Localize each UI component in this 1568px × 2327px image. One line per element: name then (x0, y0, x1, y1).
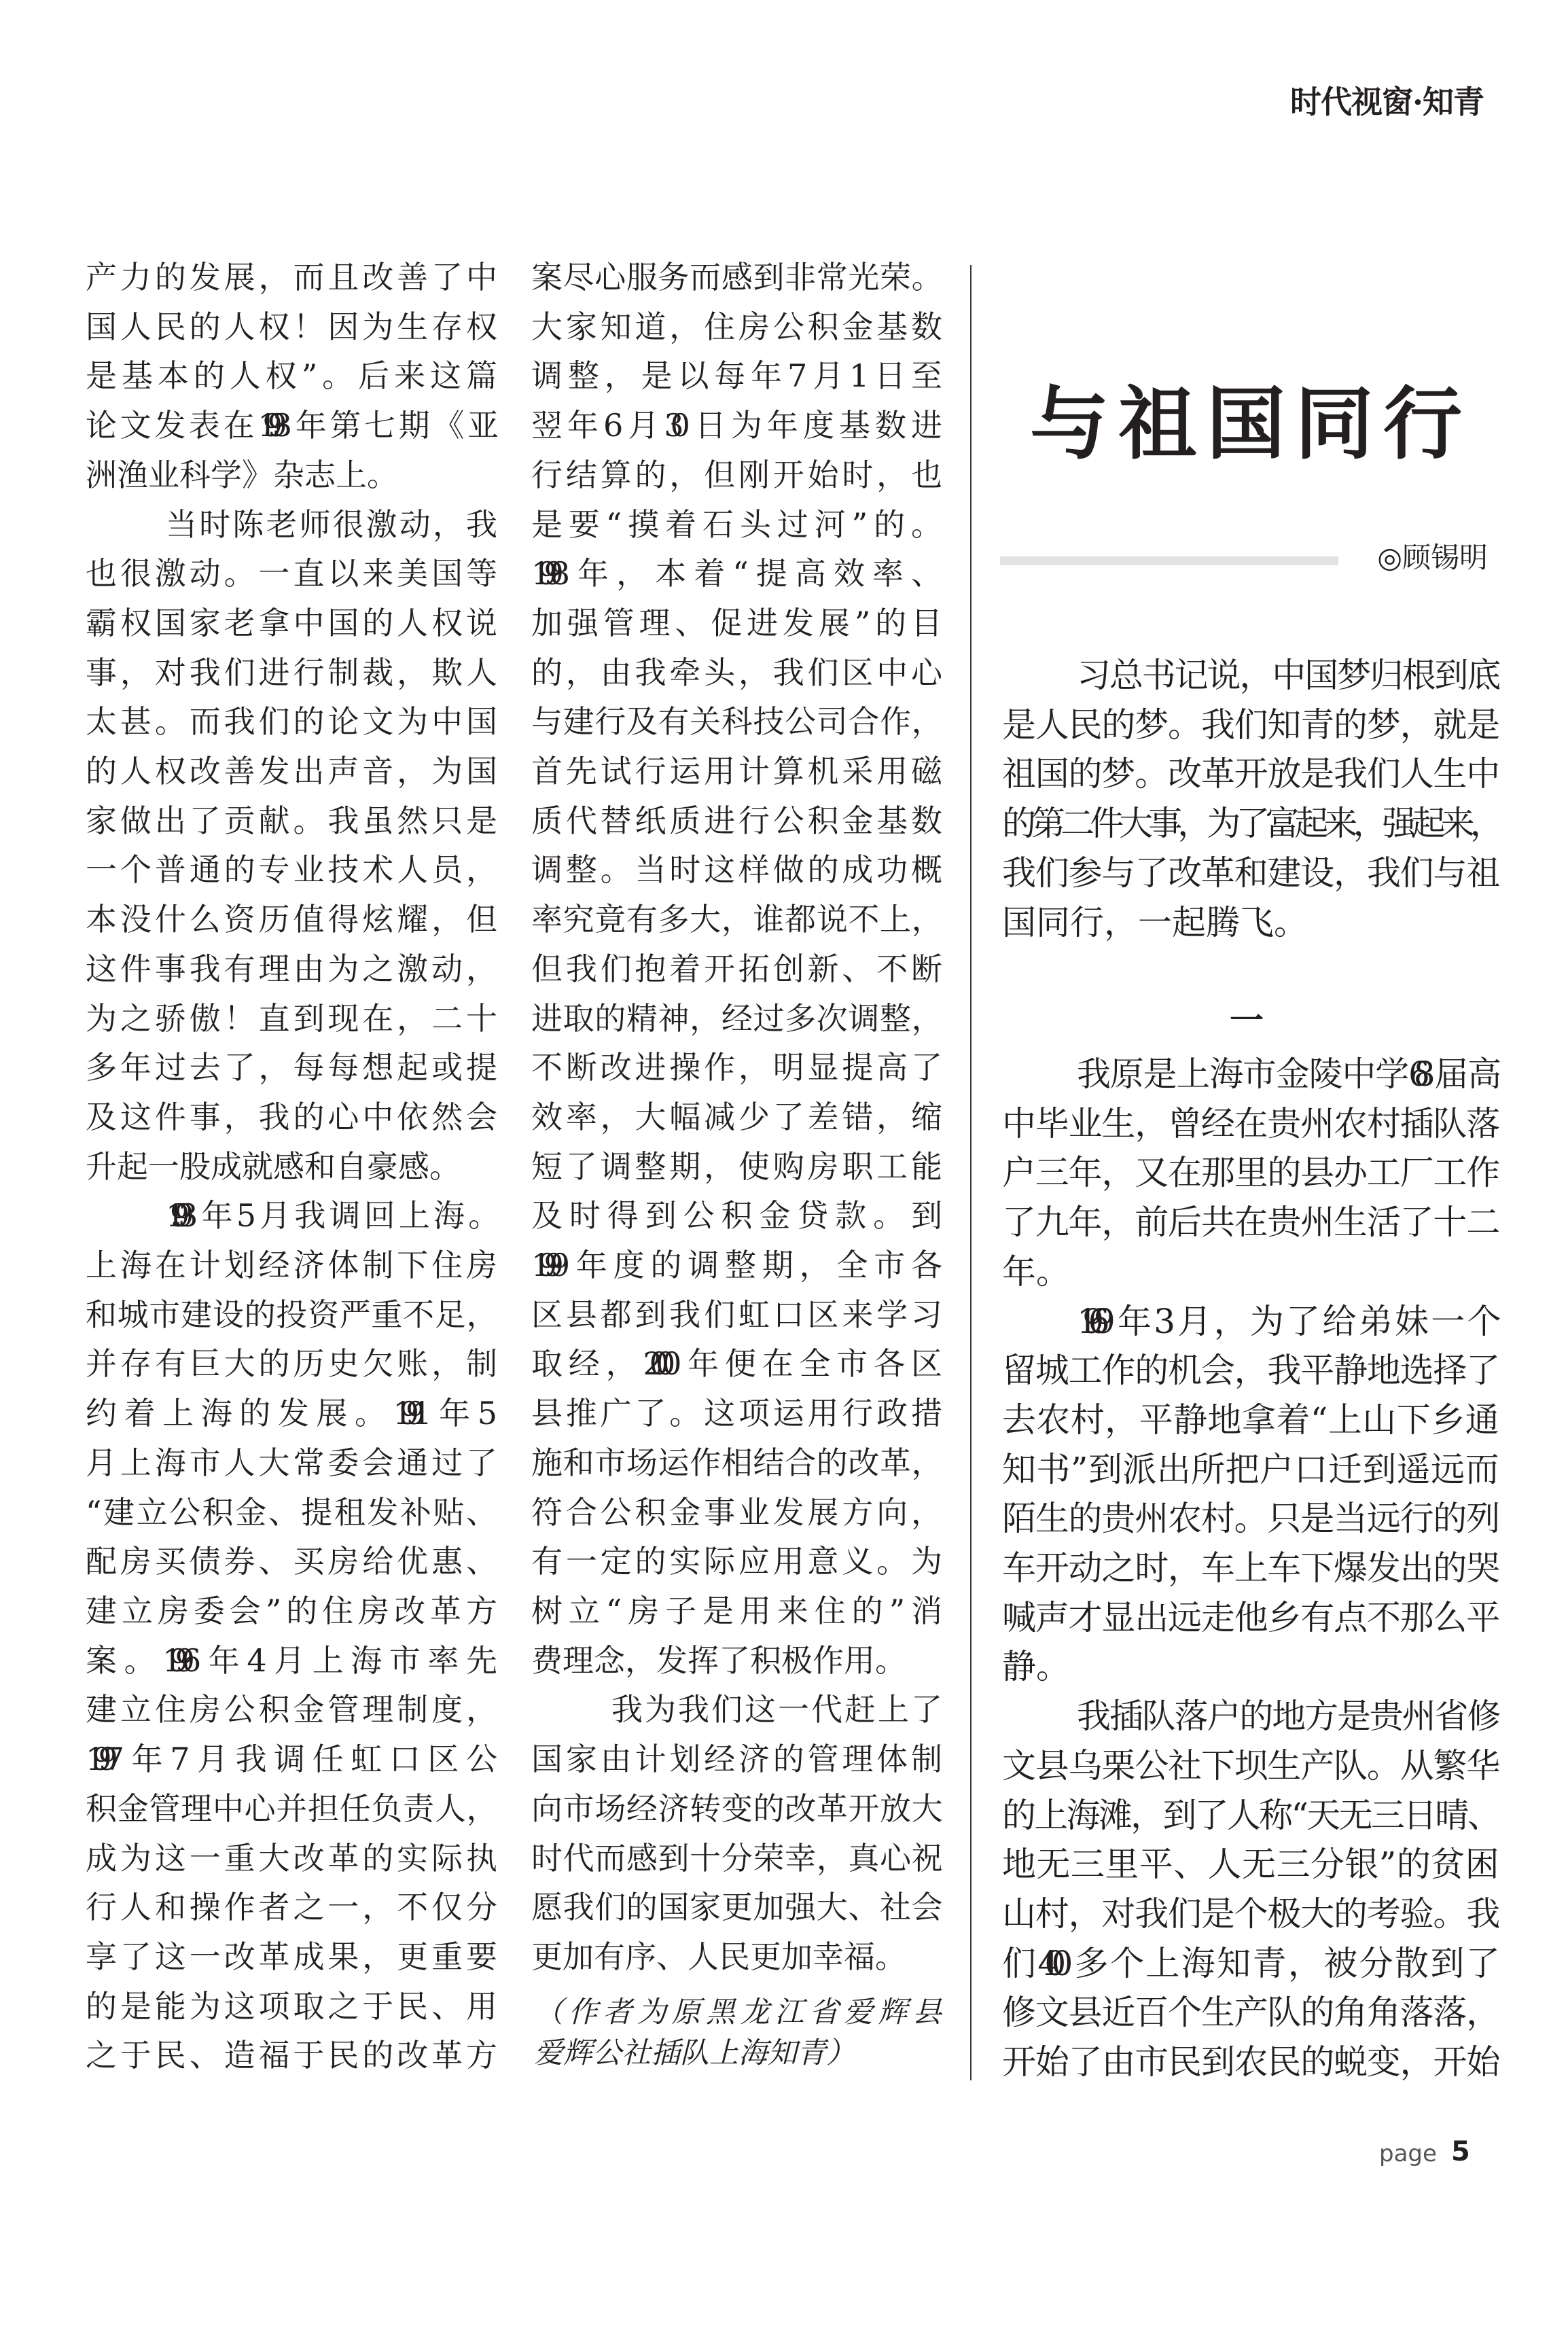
text-line: 愿我们的国家更加强大、社会 (531, 1889, 929, 1926)
text-line: 1998年，本着“提高效率、 (531, 555, 929, 592)
text-line: 我为我们这一代赶上了 (611, 1691, 929, 1728)
text-line: 习总书记说，中国梦归根到底 (1077, 656, 1485, 695)
text-line: 这件事我有理由为之激动， (86, 950, 484, 987)
text-line: 洲渔业科学》杂志上。 (86, 456, 398, 493)
text-line: 1993年5月我调回上海。 (166, 1197, 484, 1234)
text-line: 年。 (1002, 1251, 1070, 1292)
note-line: 爱辉公社插队上海知青） (534, 2036, 855, 2070)
text-line: 是要“摸着石头过河”的。 (531, 505, 929, 543)
text-line: 太甚。而我们的论文为中国 (86, 703, 484, 741)
text-line: 1997年7月我调任虹口区公 (86, 1741, 484, 1778)
text-line: 短了调整期，使购房职工能 (531, 1148, 929, 1185)
text-line: 升起一股成就感和自豪感。 (86, 1148, 461, 1185)
text-line: 行人和操作者之一，不仅分 (86, 1889, 484, 1926)
text-line: 开始了由市民到农民的蜕变，开始 (1002, 2042, 1485, 2082)
text-line: 本没什么资历值得炫耀，但 (86, 901, 484, 938)
text-line: 国人民的人权！因为生存权 (86, 308, 484, 345)
text-line: 建立房委会”的住房改革方 (86, 1592, 484, 1629)
text-line: 我插队落户的地方是贵州省修 (1077, 1697, 1485, 1737)
text-line: 我原是上海市金陵中学68届高 (1077, 1054, 1485, 1094)
text-line: 月上海市人大常委会通过了 (86, 1444, 484, 1481)
text-line: 质代替纸质进行公积金基数 (531, 802, 929, 839)
text-line: 的上海滩，到了人称“天无三日晴、 (1002, 1795, 1485, 1835)
text-line: 的第二件大事，为了富起来，强起来， (1002, 804, 1485, 844)
text-line: 配房买债券、买房给优惠、 (86, 1543, 484, 1580)
text-line: 产力的发展，而且改善了中 (86, 259, 484, 296)
byline-rule (1000, 556, 1338, 565)
text-line: 们400多个上海知青，被分散到了 (1002, 1943, 1485, 1983)
text-line: 我们参与了改革和建设，我们与祖 (1002, 853, 1485, 893)
text-line: 山村，对我们是个极大的考验。我 (1002, 1894, 1485, 1934)
text-line: 静。 (1002, 1647, 1070, 1687)
text-line: 建立住房公积金管理制度， (86, 1691, 484, 1728)
text-line: 向市场经济转变的改革开放大 (531, 1790, 929, 1827)
text-line: 率究竟有多大，谁都说不上， (531, 901, 929, 938)
prev-article-column-2 (531, 253, 929, 1982)
text-line: 也很激动。一直以来美国等 (86, 555, 484, 592)
section-header: 时代视窗·知青 (1289, 84, 1484, 120)
text-line: 有一定的实际应用意义。为 (531, 1543, 929, 1580)
text-line: 家做出了贡献。我虽然只是 (86, 802, 484, 839)
text-line: 县推广了。这项运用行政措 (531, 1395, 929, 1432)
page-number: 5 (1451, 2136, 1470, 2167)
page-label: page (1379, 2140, 1437, 2167)
text-line: 符合公积金事业发展方向， (531, 1493, 929, 1531)
author-note (534, 1992, 928, 2074)
article-section-1 (1002, 1050, 1485, 2087)
text-line: 事，对我们进行制裁，欺人 (86, 654, 484, 691)
text-line: 祖国的梦。改革开放是我们人生中 (1002, 754, 1485, 794)
text-line: 地无三里平、人无三分银”的贫困 (1002, 1845, 1485, 1885)
text-line: 大家知道，住房公积金基数 (531, 308, 929, 345)
note-line: （作者为原黑龙江省爱辉县 (534, 1995, 928, 2029)
section-number: 一 (1230, 1000, 1264, 1040)
text-line: “建立公积金、提租发补贴、 (86, 1493, 484, 1531)
text-line: 多年过去了，每每想起或提 (86, 1049, 484, 1086)
text-line: 户三年，又在那里的县办工厂工作 (1002, 1153, 1485, 1193)
text-line: 更加有序、人民更加幸福。 (531, 1938, 906, 1975)
prev-article-column-1 (86, 253, 484, 2080)
article-byline: ◎顾锡明 (1377, 541, 1488, 574)
text-line: 国家由计划经济的管理体制 (531, 1741, 929, 1778)
text-line: 霸权国家老拿中国的人权说 (86, 604, 484, 641)
text-line: 约着上海的发展。1991年5 (86, 1395, 484, 1432)
text-line: 行结算的，但刚开始时，也 (531, 456, 929, 493)
text-line: 与建行及有关科技公司合作， (531, 703, 929, 741)
text-line: 一个普通的专业技术人员， (86, 851, 484, 889)
column-divider (970, 265, 972, 2080)
text-line: 及时得到公积金贷款。到 (531, 1197, 929, 1234)
text-line: 享了这一改革成果，更重要 (86, 1938, 484, 1975)
text-line: 费理念，发挥了积极作用。 (531, 1641, 906, 1679)
text-line: 时代而感到十分荣幸，真心祝 (531, 1839, 929, 1877)
text-line: 中毕业生，曾经在贵州农村插队落 (1002, 1103, 1485, 1143)
text-line: 陌生的贵州农村。只是当远行的列 (1002, 1499, 1485, 1539)
text-line: 成为这一重大改革的实际执 (86, 1839, 484, 1877)
text-line: 了九年，前后共在贵州生活了十二 (1002, 1203, 1485, 1243)
text-line: 加强管理、促进发展”的目 (531, 604, 929, 641)
text-line: 论文发表在1993年第七期《亚 (86, 407, 484, 444)
text-line: 1999年度的调整期，全市各 (531, 1247, 929, 1284)
text-line: 的是能为这项取之于民、用 (86, 1987, 484, 2025)
text-line: 是基本的人权”。后来这篇 (86, 357, 484, 395)
text-line: 喊声才显出远走他乡有点不那么平 (1002, 1597, 1485, 1637)
text-line: 调整，是以每年7月1日至 (531, 357, 929, 395)
text-line: 取经，2000年便在全市各区 (531, 1345, 929, 1383)
text-line: 是人民的梦。我们知青的梦，就是 (1002, 705, 1485, 745)
text-line: 车开动之时，车上车下爆发出的哭 (1002, 1548, 1485, 1588)
text-line: 和城市建设的投资严重不足， (86, 1296, 484, 1333)
text-line: 当时陈老师很激动，我 (166, 505, 484, 543)
text-line: 首先试行运用计算机采用磁 (531, 753, 929, 790)
text-line: 1969年3月，为了给弟妹一个 (1077, 1301, 1485, 1341)
text-line: 的人权改善发出声音，为国 (86, 753, 484, 790)
text-line: 区县都到我们虹口区来学习 (531, 1296, 929, 1333)
article-title: 与祖国同行 (1030, 378, 1472, 470)
text-line: 知书”到派出所把户口迁到遥远而 (1002, 1449, 1485, 1489)
text-line: 但我们抱着开拓创新、不断 (531, 950, 929, 987)
text-line: 不断改进操作，明显提高了 (531, 1049, 929, 1086)
text-line: 翌年6月30日为年度基数进 (531, 407, 929, 444)
text-line: 之于民、造福于民的改革方 (86, 2037, 484, 2074)
article-intro (1002, 651, 1485, 947)
text-line: 案尽心服务而感到非常光荣。 (531, 259, 929, 296)
text-line: 去农村，平静地拿着“上山下乡通 (1002, 1400, 1485, 1440)
text-line: 调整。当时这样做的成功概 (531, 851, 929, 889)
text-line: 树立“房子是用来住的”消 (531, 1592, 929, 1629)
text-line: 修文县近百个生产队的角角落落， (1002, 1993, 1485, 2033)
text-line: 案。1996年4月上海市率先 (86, 1641, 484, 1679)
text-line: 文县乌栗公社下坝生产队。从繁华 (1002, 1745, 1485, 1786)
text-line: 效率，大幅减少了差错，缩 (531, 1098, 929, 1135)
text-line: 为之骄傲！直到现在，二十 (86, 999, 484, 1037)
text-line: 上海在计划经济体制下住房 (86, 1247, 484, 1284)
text-line: 施和市场运作相结合的改革， (531, 1444, 929, 1481)
text-line: 的，由我牵头，我们区中心 (531, 654, 929, 691)
text-line: 国同行，一起腾飞。 (1002, 902, 1308, 942)
text-line: 积金管理中心并担任负责人， (86, 1790, 484, 1827)
text-line: 及这件事，我的心中依然会 (86, 1098, 484, 1135)
text-line: 进取的精神，经过多次调整， (531, 999, 929, 1037)
text-line: 并存有巨大的历史欠账，制 (86, 1345, 484, 1383)
text-line: 留城工作的机会，我平静地选择了 (1002, 1351, 1485, 1391)
